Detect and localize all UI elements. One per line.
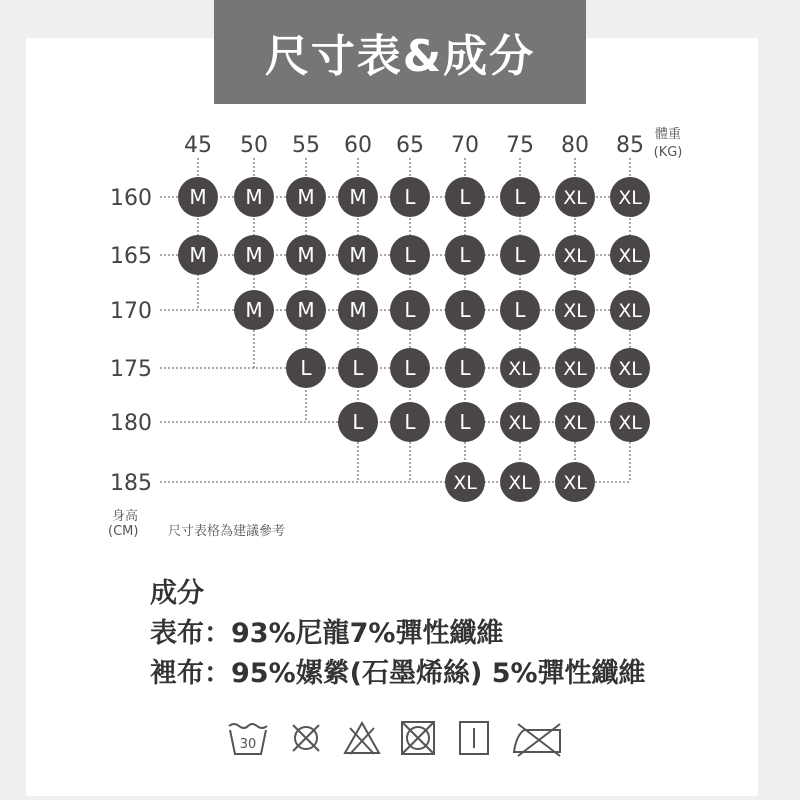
size-label: XL bbox=[563, 300, 587, 322]
size-label: XL bbox=[618, 358, 642, 380]
size-label: L bbox=[459, 185, 471, 209]
height-unit-label: 身高 bbox=[112, 509, 139, 524]
size-label: L bbox=[404, 243, 416, 267]
size-label: XL bbox=[618, 245, 642, 267]
size-label: L bbox=[404, 185, 416, 209]
size-label: XL bbox=[563, 187, 587, 209]
weight-label: 60 bbox=[344, 133, 372, 158]
height-label: 175 bbox=[110, 357, 152, 382]
composition-heading: 成分 bbox=[150, 578, 204, 609]
size-label: L bbox=[514, 243, 526, 267]
size-label: L bbox=[404, 356, 416, 380]
care-icons bbox=[226, 716, 580, 760]
height-unit-label: (CM) bbox=[108, 524, 139, 539]
weight-label: 75 bbox=[506, 133, 534, 158]
size-label: XL bbox=[453, 472, 477, 494]
weight-label: 50 bbox=[240, 133, 268, 158]
weight-unit-label: 體重 bbox=[654, 127, 682, 142]
size-label: M bbox=[189, 185, 207, 209]
no-bleach-icon bbox=[286, 718, 326, 758]
weight-unit-label: (KG) bbox=[653, 145, 683, 160]
size-label: XL bbox=[618, 300, 642, 322]
wash-temp-label: 30 bbox=[239, 737, 257, 752]
size-label: XL bbox=[563, 412, 587, 434]
size-label: L bbox=[459, 356, 471, 380]
size-label: M bbox=[245, 298, 263, 322]
size-label: M bbox=[297, 185, 315, 209]
size-label: M bbox=[297, 298, 315, 322]
size-label: L bbox=[300, 356, 312, 380]
size-label: M bbox=[297, 243, 315, 267]
weight-label: 80 bbox=[561, 133, 589, 158]
size-label: M bbox=[349, 185, 367, 209]
size-label: L bbox=[404, 410, 416, 434]
weight-label: 65 bbox=[396, 133, 424, 158]
size-label: XL bbox=[618, 187, 642, 209]
size-label: L bbox=[459, 243, 471, 267]
size-label: M bbox=[245, 185, 263, 209]
size-label: XL bbox=[508, 412, 532, 434]
size-label: M bbox=[245, 243, 263, 267]
no-iron-icon bbox=[510, 718, 566, 758]
size-label: L bbox=[459, 410, 471, 434]
height-label: 180 bbox=[110, 411, 152, 436]
size-label: M bbox=[189, 243, 207, 267]
composition-outer: 表布：93%尼龍7%彈性纖維 bbox=[150, 618, 504, 649]
size-label: XL bbox=[618, 412, 642, 434]
height-label: 170 bbox=[110, 299, 152, 324]
no-chlorine-bleach-icon bbox=[342, 718, 382, 758]
weight-label: 70 bbox=[451, 133, 479, 158]
height-label: 160 bbox=[110, 186, 152, 211]
line-dry-icon bbox=[454, 718, 494, 758]
height-label: 165 bbox=[110, 244, 152, 269]
no-tumble-dry-icon bbox=[398, 718, 438, 758]
size-label: L bbox=[459, 298, 471, 322]
size-label: L bbox=[514, 298, 526, 322]
composition-section bbox=[150, 574, 646, 694]
size-label: XL bbox=[563, 358, 587, 380]
weight-label: 55 bbox=[292, 133, 320, 158]
size-label: L bbox=[352, 410, 364, 434]
size-label: XL bbox=[508, 472, 532, 494]
weight-label: 45 bbox=[184, 133, 212, 158]
height-label: 185 bbox=[110, 471, 152, 496]
page-title: 尺寸表&成分 bbox=[214, 0, 586, 104]
weight-label: 85 bbox=[616, 133, 644, 158]
size-label: XL bbox=[508, 358, 532, 380]
size-label: L bbox=[404, 298, 416, 322]
size-label: M bbox=[349, 298, 367, 322]
wash-30-icon bbox=[226, 718, 270, 758]
size-label: XL bbox=[563, 472, 587, 494]
size-label: L bbox=[514, 185, 526, 209]
size-label: M bbox=[349, 243, 367, 267]
size-label: L bbox=[352, 356, 364, 380]
size-note: 尺寸表格為建議參考 bbox=[168, 524, 286, 539]
composition-lining: 裡布：95%嫘縈(石墨烯絲) 5%彈性纖維 bbox=[150, 658, 646, 689]
size-label: XL bbox=[563, 245, 587, 267]
